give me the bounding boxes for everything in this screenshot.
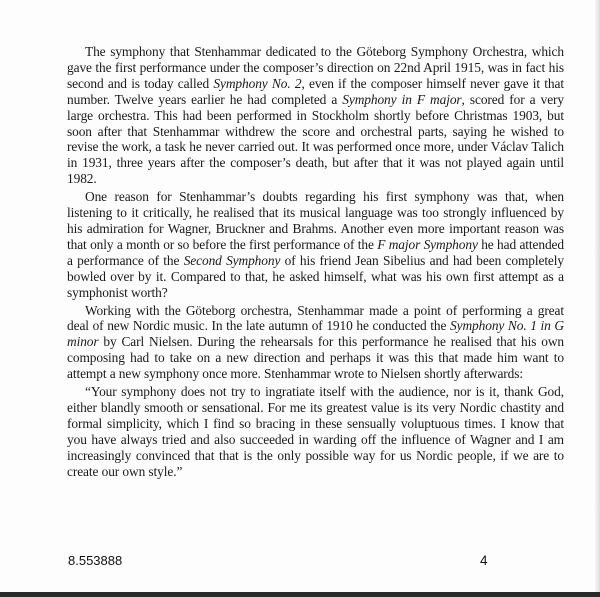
italic-title: Symphony No. 1 in G minor xyxy=(67,318,564,350)
page-edge-shadow xyxy=(594,0,600,592)
text-run: of his friend Jean Sibelius and had been completely bowled over by it. Compared to that, he asked himself, what was his own first attempt as a symphonist worth? xyxy=(67,252,564,300)
italic-title: Symphony No. 2 xyxy=(213,75,302,91)
text-run: , scored for a very large orchestra. This had been performed in Stockholm shortly before Christmas 1903, but soon after that Stenhammar withdrew the score and orchestral parts, saying he wished to revise the work, a task he never carried out. It was performed once more, under Václav Talich in 1931, three years after the composer’s death, but after that it was not played again until 1982. xyxy=(67,91,564,187)
page-number: 4 xyxy=(480,553,488,568)
text-run: Working with the Göteborg orchestra, Stenhammar made a point of performing a great deal of new Nordic music. In the late autumn of 1910 he conducted the xyxy=(67,302,564,334)
text-run: , even if the composer himself never gave it that number. Twelve years earlier he had completed a xyxy=(67,75,564,107)
text-run: by Carl Nielsen. During the rehearsals for this performance he realised that his own composing had to take on a new direction and perhaps it was this that made him want to attempt a new symphony once more. Stenhammar wrote to Nielsen shortly afterwards: xyxy=(67,334,564,382)
paragraph xyxy=(67,384,564,479)
italic-title: Symphony in F major xyxy=(342,91,462,107)
body-text xyxy=(67,44,564,481)
paragraph xyxy=(67,44,564,187)
italic-title: Second Symphony xyxy=(183,252,281,268)
italic-title: F major Symphony xyxy=(377,236,478,252)
text-run: he had attended a performance of the xyxy=(67,236,564,268)
text-run: One reason for Stenhammar’s doubts regarding his first symphony was that, when listening to it critically, he realised that its musical language was too strongly influenced by his admiration for Wagner, Bruckner and Brahms. Another even more important reason was that only a month or so before the first performance of the xyxy=(67,189,564,252)
paragraph xyxy=(67,189,564,300)
text-run: “Your symphony does not try to ingratiate itself with the audience, nor is it, thank God, either blandly smooth or sensational. For me its greatest value is its very Nordic chastity and formal simplicity, which I find so bracing in these sensually voluptuous times. I know that you have always tried and also succeeded in warding off the influence of Wagner and I am increasingly convinced that that is the only possible way for us Nordic people, if we are to create our own style.” xyxy=(67,384,564,479)
catalogue-number: 8.553888 xyxy=(68,553,123,568)
scan-bottom-edge xyxy=(0,592,600,597)
text-run: The symphony that Stenhammar dedicated to the Göteborg Symphony Orchestra, which gave the first performance under the composer’s direction on 22nd April 1915, was in fact his second and is today called xyxy=(67,44,564,91)
paragraph xyxy=(67,303,564,383)
